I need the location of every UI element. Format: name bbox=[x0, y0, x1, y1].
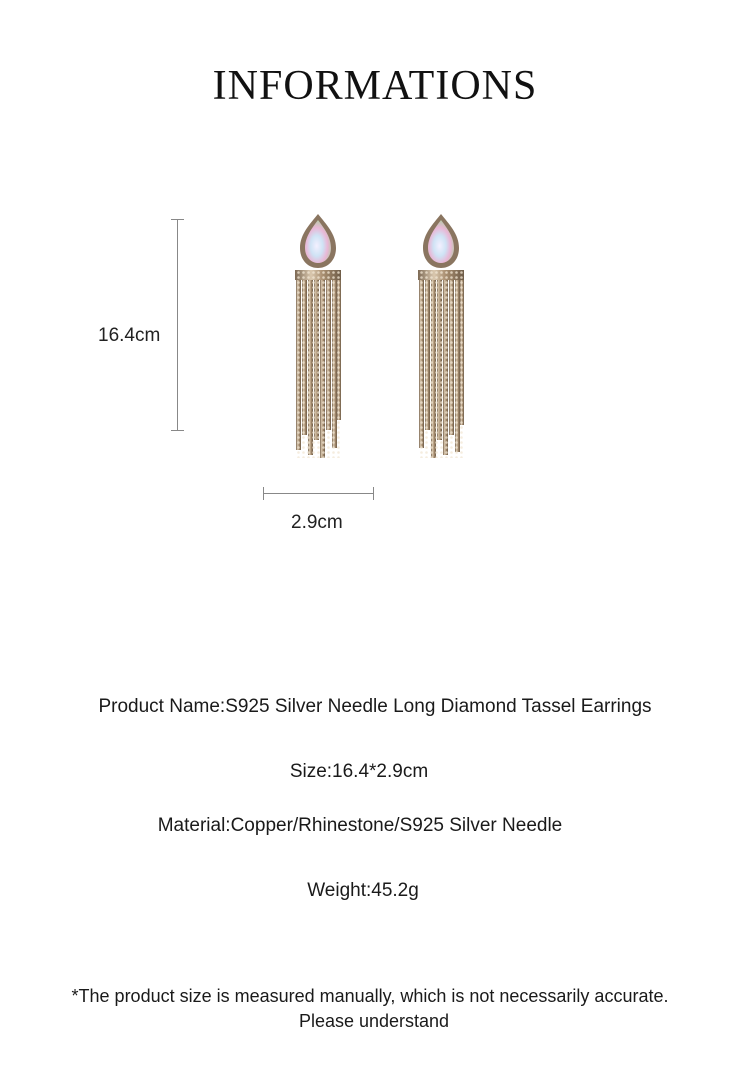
width-dimension-label: 2.9cm bbox=[291, 512, 343, 533]
width-dimension-line bbox=[263, 493, 374, 494]
height-dimension-line bbox=[177, 219, 178, 430]
material-text: Material:Copper/Rhinestone/S925 Silver Needle bbox=[157, 815, 563, 836]
product-name-text: Product Name:S925 Silver Needle Long Diamond Tassel Earrings bbox=[98, 696, 652, 717]
height-dimension-label: 16.4cm bbox=[98, 325, 161, 346]
weight-text: Weight:45.2g bbox=[307, 880, 419, 901]
width-dimension-cap-right bbox=[373, 487, 374, 500]
earring-image-right bbox=[409, 210, 473, 460]
disclaimer-line-2: Please understand bbox=[298, 1011, 450, 1031]
width-dimension-cap-left bbox=[263, 487, 264, 500]
disclaimer-line-1: *The product size is measured manually, which is not necessarily accurate. bbox=[71, 986, 669, 1006]
earring-image-left bbox=[286, 210, 350, 460]
page-title: INFORMATIONS bbox=[212, 63, 538, 109]
size-text: Size:16.4*2.9cm bbox=[289, 761, 429, 782]
height-dimension-cap-bottom bbox=[171, 430, 184, 431]
height-dimension-cap-top bbox=[171, 219, 184, 220]
